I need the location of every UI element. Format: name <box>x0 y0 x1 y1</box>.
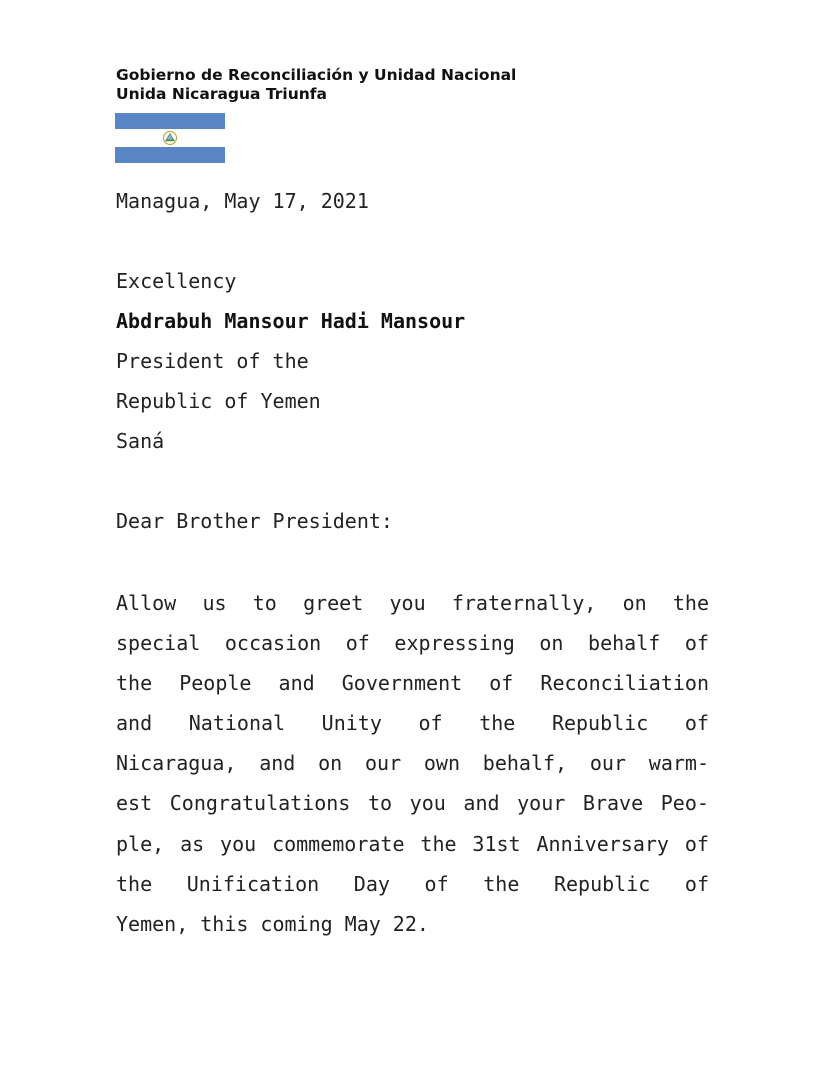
letter-body-word: Government <box>341 671 463 696</box>
letter-body-word: and <box>259 751 296 776</box>
letterhead-government-name: Gobierno de Reconciliación y Unidad Nacional <box>116 66 517 84</box>
letter-body-word: our <box>364 751 402 776</box>
letter-body-word: the <box>672 591 709 615</box>
letter-body-word: fraternally, <box>451 591 597 615</box>
letter-body-word: Yemen, <box>116 911 189 936</box>
letter-body-word: behalf <box>588 631 661 656</box>
letter-body <box>116 583 709 944</box>
letter-body-word: Day <box>353 871 390 896</box>
letter-body-word: behalf, <box>482 751 568 776</box>
letter-body-word: and <box>116 711 153 736</box>
letter-body-word: Peo- <box>660 791 709 816</box>
letter-date: Managua, May 17, 2021 <box>116 189 369 213</box>
letter-body-line <box>116 824 709 864</box>
recipient-name: Abdrabuh Mansour Hadi Mansour <box>116 309 466 333</box>
letter-body-word: you <box>389 591 426 615</box>
flag-bottom-band <box>115 147 225 163</box>
letter-body-line <box>116 623 709 663</box>
letter-body-word: occasion <box>224 631 322 656</box>
letter-body-word: Anniversary <box>536 831 669 856</box>
nicaragua-flag-icon <box>115 113 225 163</box>
letter-body-word: expressing <box>394 631 515 656</box>
salutation-title: Excellency <box>116 269 237 293</box>
letter-body-word: the <box>420 831 457 856</box>
letter-body-word: coming <box>260 911 333 936</box>
letter-body-line <box>116 663 709 703</box>
letter-body-word: Nicaragua, <box>116 751 237 776</box>
letter-body-word: the <box>116 671 153 696</box>
letter-body-word: your <box>517 791 566 816</box>
letter-body-word: Unification <box>186 871 320 896</box>
letter-body-word: greet <box>303 591 364 615</box>
letter-greeting: Dear Brother President: <box>116 509 393 533</box>
letter-body-word: May <box>344 911 381 936</box>
letter-body-word: Allow <box>116 591 177 615</box>
letter-body-line <box>116 583 709 623</box>
letter-body-word: on <box>539 631 564 656</box>
letter-body-word: as <box>180 831 205 856</box>
letter-body-word: to <box>367 791 393 816</box>
recipient-role-line-2: Republic of Yemen <box>116 389 321 413</box>
letter-body-line <box>116 743 709 783</box>
letter-body-word: of <box>489 671 514 696</box>
letter-body-word: and <box>278 671 315 696</box>
letter-body-word: National <box>188 711 286 736</box>
letter-body-word: Republic <box>553 871 651 896</box>
letter-body-word: and <box>463 791 500 816</box>
letter-body-word: special <box>116 631 201 656</box>
letter-body-line <box>116 783 709 823</box>
letter-body-word: warm- <box>648 751 709 776</box>
letter-body-word: of <box>684 711 709 736</box>
letter-body-word: own <box>423 751 461 776</box>
letter-body-line <box>116 703 709 743</box>
letter-body-word: on <box>318 751 343 776</box>
letter-body-word: 31st <box>472 831 521 856</box>
letter-body-word: of <box>684 871 709 896</box>
letter-body-word: Congratulations <box>169 791 351 816</box>
letter-body-word: of <box>345 631 370 656</box>
coat-of-arms-icon <box>162 130 178 146</box>
letter-body-word: on <box>622 591 647 615</box>
letter-body-word: ple, <box>116 831 165 856</box>
letter-body-word: the <box>479 711 516 736</box>
letter-body-word: People <box>179 671 252 696</box>
letter-body-word: Republic <box>551 711 649 736</box>
recipient-role-line-1: President of the <box>116 349 309 373</box>
flag-top-band <box>115 113 225 129</box>
letter-body-word: our <box>589 751 626 776</box>
letter-body-line <box>116 904 709 944</box>
letter-body-word: of <box>684 831 709 856</box>
letter-body-word: the <box>116 871 153 896</box>
letter-body-word: 22. <box>392 911 429 936</box>
letter-body-word: the <box>483 871 520 896</box>
letter-body-word: of <box>418 711 443 736</box>
letter-body-word: Reconciliation <box>540 671 709 696</box>
letter-body-word: you <box>409 791 446 816</box>
letter-body-word: est <box>116 791 153 816</box>
letter-body-word: of <box>684 631 709 656</box>
letter-body-word: commemorate <box>272 831 405 856</box>
letter-body-word: to <box>252 591 277 615</box>
letter-body-word: you <box>220 831 257 856</box>
letter-body-word: us <box>202 591 227 615</box>
letterhead-motto: Unida Nicaragua Triunfa <box>116 85 328 103</box>
recipient-city: Saná <box>116 429 165 453</box>
letter-body-word: of <box>424 871 449 896</box>
letter-body-word: Brave <box>582 791 644 816</box>
letter-body-word: this <box>200 911 249 936</box>
letter-body-word: Unity <box>321 711 382 736</box>
letter-body-line <box>116 864 709 904</box>
letterhead <box>116 66 516 104</box>
